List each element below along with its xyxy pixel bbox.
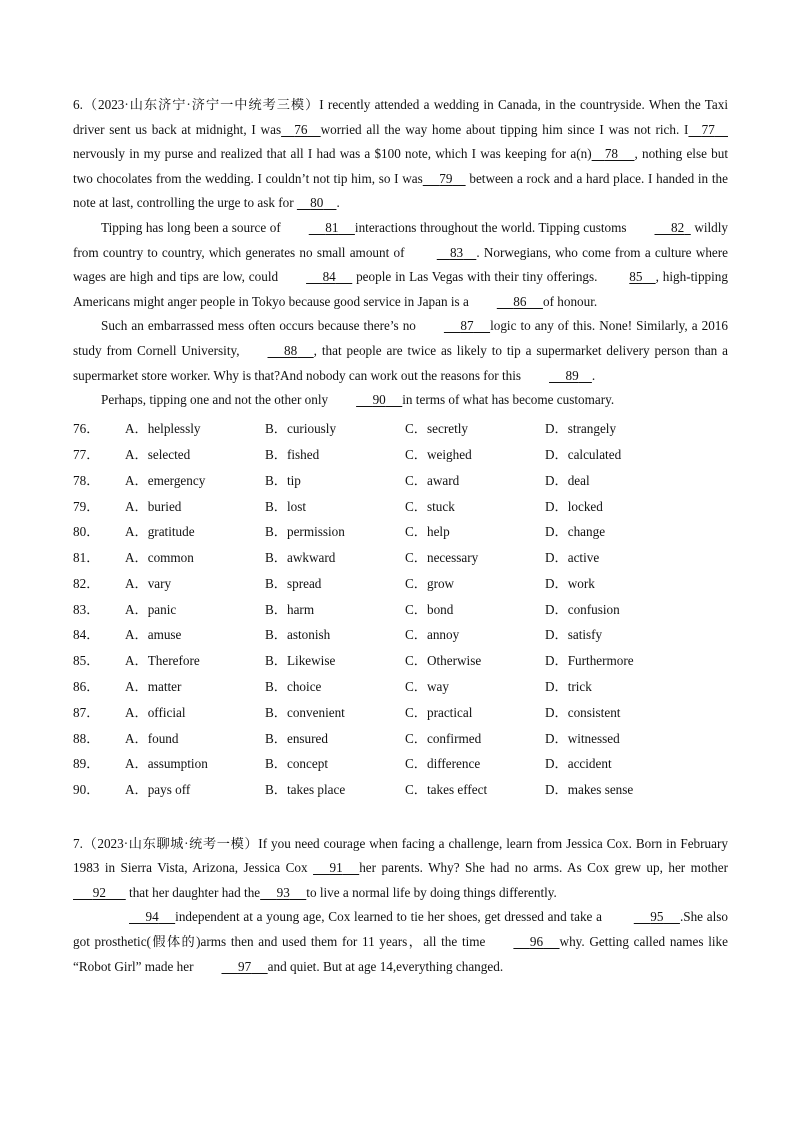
question-number: 79． (73, 498, 100, 514)
option-b[interactable]: B．concept (265, 756, 328, 772)
option-c[interactable]: C．Otherwise (405, 653, 482, 669)
question-row (73, 776, 728, 802)
option-b[interactable]: B．lost (265, 498, 307, 514)
question-row (73, 415, 728, 441)
option-d[interactable]: D．accident (545, 756, 612, 772)
question-number: 83． (73, 601, 100, 617)
question-number: 77． (73, 446, 100, 462)
option-d[interactable]: D．confusion (545, 601, 620, 617)
question-row (73, 595, 728, 621)
question-row (73, 673, 728, 699)
blank-90[interactable]: 90 (372, 392, 386, 408)
section-7-header: 7.（2023·山东聊城·统考一模） (73, 835, 259, 851)
question-row (73, 544, 728, 570)
option-d[interactable]: D．satisfy (545, 627, 603, 643)
option-c[interactable]: C．help (405, 524, 450, 540)
passage-7-paragraph-1: 7.（2023·山东聊城·统考一模）If you need courage when facing a challenge, learn from Jessica Cox. Born in February 1983 in Sierra Vista, Arizona, Jessica Cox 91 her parents. Why? She had no arms. As Cox grew up, her mother 92 that her daughter had the 93 to live a normal life by doing things differently. (73, 832, 728, 906)
question-number: 86． (73, 679, 100, 695)
option-b[interactable]: B．ensured (265, 730, 328, 746)
question-row (73, 492, 728, 518)
question-row (73, 698, 728, 724)
blank-83[interactable]: 83 (449, 244, 464, 260)
option-c[interactable]: C．weighed (405, 446, 472, 462)
option-c[interactable]: C．way (405, 679, 449, 695)
option-b[interactable]: B．astonish (265, 627, 331, 643)
question-row (73, 621, 728, 647)
question-number: 81． (73, 550, 100, 566)
question-row (73, 466, 728, 492)
option-d[interactable]: D．Furthermore (545, 653, 634, 669)
option-b[interactable]: B．awkward (265, 550, 336, 566)
option-c[interactable]: C．difference (405, 756, 481, 772)
question-number: 89． (73, 756, 100, 772)
question-row (73, 724, 728, 750)
blank-86[interactable]: 86 (513, 293, 527, 309)
blank-87[interactable]: 87 (460, 318, 474, 334)
option-c[interactable]: C．stuck (405, 498, 455, 514)
blank-76[interactable]: 76 (294, 121, 308, 137)
option-b[interactable]: B．tip (265, 472, 301, 488)
question-number: 80． (73, 524, 100, 540)
option-a[interactable]: A．common (125, 550, 194, 566)
option-a[interactable]: A．panic (125, 601, 177, 617)
question-number: 87． (73, 704, 100, 720)
option-a[interactable]: A．official (125, 704, 186, 720)
question-number: 76． (73, 421, 100, 437)
blank-77[interactable]: 77 (701, 121, 715, 137)
question-row (73, 647, 728, 673)
option-d[interactable]: D．work (545, 575, 595, 591)
blank-85[interactable]: 85 (629, 269, 643, 285)
passage-6-paragraph-4: Perhaps, tipping one and not the other only 90 in terms of what has become customary. (73, 388, 728, 413)
option-b[interactable]: B．permission (265, 524, 345, 540)
option-a[interactable]: A．assumption (125, 756, 208, 772)
blank-93[interactable]: 93 (276, 884, 290, 900)
option-a[interactable]: A．selected (125, 446, 191, 462)
blank-91[interactable]: 91 (329, 860, 343, 876)
option-a[interactable]: A．helplessly (125, 421, 201, 437)
option-d[interactable]: D．makes sense (545, 782, 634, 798)
blank-84[interactable]: 84 (322, 269, 336, 285)
option-d[interactable]: D．calculated (545, 446, 622, 462)
option-d[interactable]: D．trick (545, 679, 592, 695)
option-c[interactable]: C．practical (405, 704, 473, 720)
blank-94[interactable]: 94 (145, 909, 159, 925)
option-c[interactable]: C．secretly (405, 421, 468, 437)
option-b[interactable]: B．curiously (265, 421, 337, 437)
option-d[interactable]: D．change (545, 524, 606, 540)
option-c[interactable]: C．bond (405, 601, 454, 617)
blank-88[interactable]: 88 (284, 342, 298, 358)
question-number: 82． (73, 575, 100, 591)
question-row (73, 441, 728, 467)
option-d[interactable]: D．active (545, 550, 600, 566)
question-number: 85． (73, 653, 100, 669)
blank-95[interactable]: 95 (650, 909, 664, 925)
document-page (73, 93, 728, 979)
passage-7-paragraph-2: 94 independent at a young age, Cox learned to tie her shoes, get dressed and take a 95 .She also got prosthetic(假体的)arms then and used them for 11 years，all the time 96 why. Getting called names like “Robot Girl” made her 97 and quiet. But at age 14,everything changed. (73, 905, 728, 979)
question-row (73, 518, 728, 544)
passage-6-paragraph-3: Such an embarrassed mess often occurs because there’s no 87 logic to any of this. None! Similarly, a 2016 study from Cornell University, 88 , that people are twice as likely to tip a supermarket delivery person than a supermarket store worker. Why is that?And nobody can work out the reasons for this 89 . (73, 314, 728, 388)
option-b[interactable]: B．harm (265, 601, 315, 617)
blank-78[interactable]: 78 (604, 146, 618, 162)
option-a[interactable]: A．found (125, 730, 179, 746)
question-number: 90． (73, 782, 100, 798)
option-b[interactable]: B．spread (265, 575, 322, 591)
option-d[interactable]: D．locked (545, 498, 603, 514)
question-number: 88． (73, 730, 100, 746)
option-d[interactable]: D．consistent (545, 704, 621, 720)
option-a[interactable]: A．gratitude (125, 524, 195, 540)
option-d[interactable]: D．deal (545, 472, 590, 488)
option-a[interactable]: A．pays off (125, 782, 191, 798)
blank-97[interactable]: 97 (237, 958, 252, 974)
option-a[interactable]: A．matter (125, 679, 182, 695)
blank-89[interactable]: 89 (565, 367, 579, 383)
option-b[interactable]: B．fished (265, 446, 320, 462)
blank-92[interactable]: 92 (92, 884, 106, 900)
passage-6-paragraph-1: 6.（2023·山东济宁·济宁一中统考三模）I recently attended a wedding in Canada, in the countryside. When the Taxi driver sent us back at midnight, I was 76 worried all the way home about tipping him since I was not rich. I 77 nervously in my purse and realized that all I had was a $100 note, which I was keeping for a(n) 78 , nothing else but two chocolates from the wedding. I couldn’t not tip him, so I was 79 between a rock and a hard place. I handed in the note at last, controlling the urge to ask for 80 . (73, 93, 728, 216)
question-number: 84． (73, 627, 100, 643)
question-number: 78． (73, 472, 100, 488)
option-b[interactable]: B．convenient (265, 704, 345, 720)
blank-79[interactable]: 79 (439, 170, 453, 186)
option-b[interactable]: B．takes place (265, 782, 346, 798)
blank-81[interactable]: 81 (325, 219, 339, 235)
question-row (73, 570, 728, 596)
option-c[interactable]: C．confirmed (405, 730, 482, 746)
option-a[interactable]: A．amuse (125, 627, 182, 643)
question-options-list (73, 415, 728, 802)
option-a[interactable]: A．Therefore (125, 653, 200, 669)
section-6-header: 6.（2023·山东济宁·济宁一中统考三模） (73, 97, 320, 112)
option-b[interactable]: B．Likewise (265, 653, 336, 669)
option-a[interactable]: A．vary (125, 575, 172, 591)
option-c[interactable]: C．annoy (405, 627, 460, 643)
blank-82[interactable]: 82 (670, 219, 685, 235)
option-a[interactable]: A．buried (125, 498, 182, 514)
blank-96[interactable]: 96 (529, 934, 544, 950)
question-row (73, 750, 728, 776)
option-c[interactable]: C．grow (405, 575, 455, 591)
option-d[interactable]: D．strangely (545, 421, 617, 437)
option-c[interactable]: C．necessary (405, 550, 479, 566)
passage-6-paragraph-2: Tipping has long been a source of 81 interactions throughout the world. Tipping customs 82 wildly from country to country, which generates no small amount of 83 . Norwegians, who come from a culture where wages are high and tips are low, could 84 people in Las Vegas with their tiny offerings. 85 , high-tipping Americans might anger people in Tokyo because good service in Japan is a 86 of honour. (73, 216, 728, 314)
blank-80[interactable]: 80 (310, 195, 324, 211)
option-a[interactable]: A．emergency (125, 472, 206, 488)
section-spacer (73, 802, 728, 832)
option-d[interactable]: D．witnessed (545, 730, 620, 746)
option-c[interactable]: C．takes effect (405, 782, 488, 798)
option-c[interactable]: C．award (405, 472, 460, 488)
option-b[interactable]: B．choice (265, 679, 322, 695)
